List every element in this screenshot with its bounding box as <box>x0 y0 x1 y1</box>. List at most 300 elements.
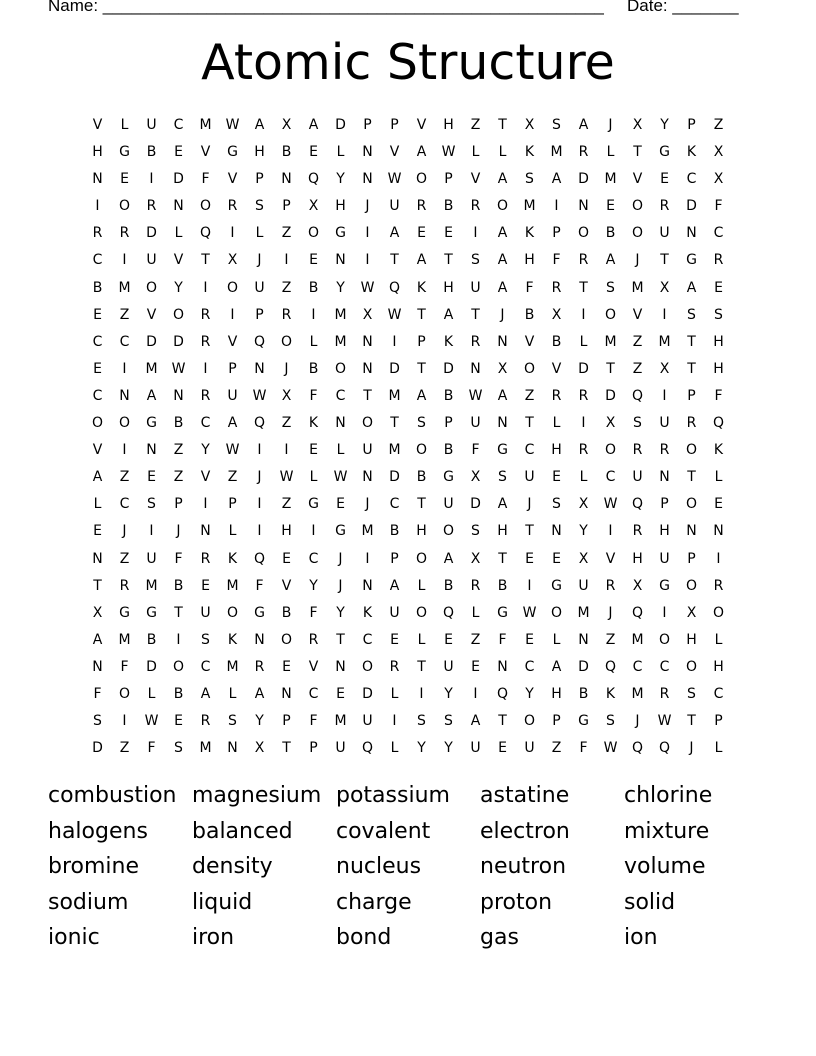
grid-letter: S <box>606 279 615 296</box>
grid-letter: J <box>689 740 694 757</box>
grid-letter: N <box>92 550 103 567</box>
grid-letter: C <box>524 442 535 459</box>
grid-letter: X <box>308 198 319 215</box>
grid-letter: R <box>146 198 157 215</box>
grid-letter: I <box>95 198 100 215</box>
grid-letter: V <box>524 333 535 350</box>
grid-letter: E <box>606 198 615 215</box>
grid-letter: A <box>497 171 508 188</box>
grid-letter: L <box>579 333 588 350</box>
grid-letter: T <box>498 550 507 567</box>
grid-letter: N <box>173 198 184 215</box>
grid-letter: C <box>92 252 103 269</box>
grid-letter: I <box>257 523 262 540</box>
grid-letter: E <box>201 577 210 594</box>
grid-letter: R <box>578 144 589 161</box>
grid-letter: T <box>525 415 534 432</box>
grid-letter: O <box>226 279 239 296</box>
grid-letter: X <box>578 496 589 513</box>
grid-letter: P <box>309 740 318 757</box>
grid-letter: G <box>335 225 346 242</box>
grid-letter: P <box>282 713 291 730</box>
grid-letter: A <box>497 252 508 269</box>
grid-letter: F <box>714 198 723 215</box>
grid-letter: T <box>606 360 615 377</box>
grid-letter: Q <box>631 740 644 757</box>
grid-letter: K <box>308 415 319 432</box>
grid-letter: K <box>362 604 373 621</box>
grid-letter: V <box>281 577 292 594</box>
grid-letter: E <box>309 144 318 161</box>
grid-letter: Y <box>444 685 453 702</box>
grid-letter: N <box>281 685 292 702</box>
grid-letter: A <box>254 685 265 702</box>
grid-letter: I <box>581 415 586 432</box>
grid-letter: K <box>227 550 238 567</box>
grid-letter: O <box>523 713 536 730</box>
grid-letter: U <box>389 198 400 215</box>
grid-letter: Y <box>336 604 345 621</box>
grid-letter: V <box>146 306 157 323</box>
grid-letter: A <box>497 279 508 296</box>
grid-letter: T <box>498 713 507 730</box>
grid-letter: M <box>226 658 239 675</box>
grid-letter: B <box>389 523 400 540</box>
grid-letter: G <box>659 577 670 594</box>
grid-letter: P <box>174 496 183 513</box>
grid-letter: W <box>279 469 294 486</box>
grid-letter: I <box>257 442 262 459</box>
grid-letter: P <box>444 415 453 432</box>
grid-letter: H <box>281 523 292 540</box>
grid-letter: H <box>686 631 697 648</box>
grid-letter: O <box>577 225 590 242</box>
grid-letter: S <box>633 415 642 432</box>
grid-letter: F <box>579 740 588 757</box>
grid-letter: P <box>228 496 237 513</box>
grid-letter: T <box>687 360 696 377</box>
grid-letter: C <box>605 469 616 486</box>
grid-row <box>84 627 732 654</box>
grid-letter: R <box>470 198 481 215</box>
grid-letter: H <box>551 442 562 459</box>
grid-letter: I <box>554 198 559 215</box>
grid-letter: S <box>201 631 210 648</box>
grid-letter: Q <box>388 279 401 296</box>
word-list-item: liquid <box>192 889 253 915</box>
grid-letter: G <box>227 144 238 161</box>
grid-letter: B <box>443 442 454 459</box>
grid-letter: C <box>659 658 670 675</box>
word-list-item: bond <box>336 925 392 950</box>
grid-letter: I <box>311 306 316 323</box>
grid-letter: V <box>227 333 238 350</box>
word-list-item: nucleus <box>336 854 422 879</box>
grid-letter: S <box>174 740 183 757</box>
word-list-item: combustion <box>48 783 177 808</box>
grid-letter: L <box>471 144 480 161</box>
grid-letter: S <box>417 713 426 730</box>
grid-letter: M <box>145 360 158 377</box>
grid-letter: J <box>257 252 262 269</box>
grid-letter: J <box>365 198 370 215</box>
grid-row <box>84 247 732 274</box>
grid-letter: J <box>500 306 505 323</box>
grid-letter: W <box>225 117 240 133</box>
grid-letter: A <box>389 225 400 242</box>
grid-letter: O <box>523 360 536 377</box>
grid-letter: H <box>443 117 454 133</box>
grid-letter: Z <box>470 117 481 133</box>
grid-letter: P <box>255 306 264 323</box>
grid-letter: L <box>714 631 723 648</box>
grid-letter: U <box>524 469 535 486</box>
grid-letter: K <box>416 279 427 296</box>
grid-letter: E <box>174 144 183 161</box>
grid-letter: V <box>200 144 211 161</box>
grid-letter: R <box>551 387 562 404</box>
grid-letter: Y <box>336 279 345 296</box>
grid-letter: P <box>363 117 372 133</box>
grid-letter: R <box>551 279 562 296</box>
grid-letter: Q <box>712 415 725 432</box>
grid-letter: B <box>443 387 454 404</box>
word-list-item: density <box>192 854 273 879</box>
grid-letter: O <box>172 658 185 675</box>
grid-letter: L <box>228 685 237 702</box>
grid-letter: Z <box>173 442 184 459</box>
grid-letter: I <box>662 306 667 323</box>
grid-letter: B <box>605 225 616 242</box>
grid-letter: L <box>309 333 318 350</box>
grid-letter: E <box>660 171 669 188</box>
grid-letter: Q <box>199 225 212 242</box>
word-list-item: bromine <box>48 854 140 879</box>
grid-letter: M <box>388 387 401 404</box>
grid-letter: N <box>497 333 508 350</box>
grid-letter: D <box>578 360 589 377</box>
grid-row <box>84 139 732 166</box>
grid-row <box>84 220 732 247</box>
grid-letter: W <box>657 713 672 730</box>
grid-letter: S <box>93 713 102 730</box>
grid-letter: O <box>631 198 644 215</box>
grid-letter: T <box>390 415 399 432</box>
grid-letter: S <box>606 713 615 730</box>
grid-letter: B <box>551 333 562 350</box>
grid-letter: I <box>365 225 370 242</box>
grid-letter: K <box>524 144 535 161</box>
grid-letter: R <box>200 550 211 567</box>
grid-letter: T <box>417 658 426 675</box>
grid-letter: A <box>578 117 589 133</box>
grid-letter: E <box>282 658 291 675</box>
grid-letter: J <box>338 577 343 594</box>
grid-letter: S <box>687 306 696 323</box>
grid-letter: O <box>280 333 293 350</box>
grid-letter: E <box>525 550 534 567</box>
date-field-label[interactable]: Date: _______ <box>627 0 739 15</box>
grid-letter: M <box>334 333 347 350</box>
grid-letter: U <box>659 550 670 567</box>
grid-letter: G <box>443 469 454 486</box>
grid-letter: U <box>227 387 238 404</box>
grid-letter: L <box>336 144 345 161</box>
grid-letter: M <box>658 333 671 350</box>
grid-letter: O <box>226 604 239 621</box>
grid-letter: O <box>685 442 698 459</box>
grid-letter: Z <box>524 387 535 404</box>
grid-letter: X <box>713 171 724 188</box>
grid-letter: T <box>687 713 696 730</box>
grid-letter: E <box>444 631 453 648</box>
grid-letter: O <box>118 415 131 432</box>
grid-letter: Z <box>605 631 616 648</box>
grid-letter: M <box>199 740 212 757</box>
grid-letter: B <box>173 577 184 594</box>
grid-letter: P <box>660 496 669 513</box>
grid-letter: O <box>199 198 212 215</box>
grid-letter: T <box>444 252 453 269</box>
grid-letter: C <box>92 333 103 350</box>
grid-letter: M <box>631 631 644 648</box>
grid-letter: L <box>336 442 345 459</box>
grid-letter: I <box>473 225 478 242</box>
grid-letter: B <box>173 685 184 702</box>
grid-letter: S <box>714 306 723 323</box>
grid-letter: J <box>338 550 343 567</box>
grid-letter: R <box>713 252 724 269</box>
grid-letter: X <box>605 415 616 432</box>
grid-letter: Z <box>281 225 292 242</box>
grid-letter: L <box>498 144 507 161</box>
grid-letter: C <box>524 658 535 675</box>
grid-letter: Y <box>309 577 318 594</box>
grid-letter: R <box>281 306 292 323</box>
word-list-item: neutron <box>480 854 567 879</box>
grid-letter: H <box>254 144 265 161</box>
grid-letter: D <box>578 171 589 188</box>
grid-letter: B <box>443 198 454 215</box>
grid-letter: O <box>415 550 428 567</box>
grid-letter: V <box>632 306 643 323</box>
grid-letter: X <box>524 117 535 133</box>
grid-letter: V <box>200 469 211 486</box>
grid-letter: O <box>334 360 347 377</box>
grid-letter: U <box>254 279 265 296</box>
grid-letter: Z <box>173 469 184 486</box>
grid-letter: L <box>120 117 129 133</box>
grid-letter: O <box>712 604 725 621</box>
grid-letter: Z <box>227 469 238 486</box>
grid-letter: P <box>687 117 696 133</box>
grid-letter: K <box>227 631 238 648</box>
grid-letter: A <box>416 387 427 404</box>
grid-letter: X <box>713 144 724 161</box>
grid-letter: R <box>200 387 211 404</box>
grid-letter: N <box>362 469 373 486</box>
grid-letter: O <box>442 523 455 540</box>
grid-letter: G <box>308 496 319 513</box>
grid-row <box>84 464 732 491</box>
grid-letter: O <box>172 306 185 323</box>
grid-letter: T <box>417 360 426 377</box>
grid-letter: F <box>309 604 318 621</box>
grid-letter: T <box>417 496 426 513</box>
grid-letter: N <box>362 171 373 188</box>
grid-letter: G <box>254 604 265 621</box>
grid-letter: A <box>497 496 508 513</box>
grid-letter: T <box>579 279 588 296</box>
grid-letter: E <box>336 685 345 702</box>
grid-letter: I <box>662 604 667 621</box>
grid-letter: T <box>633 144 642 161</box>
grid-letter: U <box>659 225 670 242</box>
grid-letter: P <box>255 171 264 188</box>
grid-letter: G <box>686 252 697 269</box>
grid-letter: V <box>389 144 400 161</box>
grid-letter: I <box>527 577 532 594</box>
grid-row <box>84 275 732 302</box>
grid-letter: P <box>390 117 399 133</box>
page-title: Atomic Structure <box>201 34 615 91</box>
grid-letter: S <box>471 523 480 540</box>
grid-letter: W <box>360 279 375 296</box>
grid-letter: T <box>201 252 210 269</box>
grid-letter: E <box>714 279 723 296</box>
grid-letter: H <box>713 333 724 350</box>
name-field-label[interactable]: Name: _____________________________________________________ <box>48 0 604 15</box>
grid-letter: Q <box>631 496 644 513</box>
grid-letter: S <box>471 252 480 269</box>
grid-letter: O <box>631 225 644 242</box>
grid-row <box>84 193 732 220</box>
grid-letter: O <box>118 198 131 215</box>
grid-letter: A <box>551 658 562 675</box>
grid-letter: S <box>444 713 453 730</box>
grid-letter: N <box>362 144 373 161</box>
grid-letter: T <box>417 306 426 323</box>
grid-letter: A <box>551 171 562 188</box>
grid-row <box>84 735 732 762</box>
grid-letter: C <box>713 225 724 242</box>
grid-letter: E <box>93 306 102 323</box>
grid-letter: N <box>470 360 481 377</box>
grid-letter: E <box>147 469 156 486</box>
header <box>0 0 816 18</box>
grid-letter: B <box>146 144 157 161</box>
grid-letter: C <box>119 496 130 513</box>
grid-letter: A <box>200 685 211 702</box>
grid-row <box>84 708 732 735</box>
grid-letter: R <box>578 387 589 404</box>
grid-letter: E <box>336 496 345 513</box>
grid-letter: P <box>552 713 561 730</box>
grid-letter: G <box>146 415 157 432</box>
grid-letter: I <box>122 252 127 269</box>
word-list-item: electron <box>480 818 570 844</box>
grid-letter: Y <box>525 685 534 702</box>
grid-letter: V <box>605 550 616 567</box>
grid-letter: K <box>443 333 454 350</box>
grid-letter: W <box>603 496 618 513</box>
grid-letter: M <box>145 577 158 594</box>
grid-letter: O <box>604 306 617 323</box>
grid-letter: E <box>93 523 102 540</box>
grid-letter: U <box>524 740 535 757</box>
grid-letter: M <box>118 279 131 296</box>
grid-letter: D <box>443 360 454 377</box>
grid-letter: C <box>308 685 319 702</box>
grid-row <box>84 329 732 356</box>
grid-letter: T <box>282 740 291 757</box>
grid-letter: E <box>552 469 561 486</box>
grid-letter: M <box>577 604 590 621</box>
grid-letter: F <box>309 387 318 404</box>
grid-letter: F <box>201 171 210 188</box>
grid-letter: I <box>176 631 181 648</box>
grid-letter: J <box>365 496 370 513</box>
grid-letter: R <box>659 685 670 702</box>
grid-letter: X <box>659 279 670 296</box>
grid-letter: J <box>527 496 532 513</box>
grid-letter: K <box>605 685 616 702</box>
grid-letter: N <box>281 171 292 188</box>
grid-letter: Z <box>632 333 643 350</box>
grid-letter: Y <box>255 713 264 730</box>
grid-letter: X <box>470 469 481 486</box>
grid-letter: O <box>550 604 563 621</box>
grid-letter: U <box>389 604 400 621</box>
word-list-item: covalent <box>336 818 431 844</box>
grid-letter: N <box>659 469 670 486</box>
grid-letter: A <box>227 415 238 432</box>
grid-letter: Q <box>253 333 266 350</box>
grid-letter: O <box>145 279 158 296</box>
grid-letter: I <box>581 306 586 323</box>
grid-row <box>84 383 732 410</box>
grid-letter: T <box>174 604 183 621</box>
grid-letter: Y <box>660 117 669 133</box>
grid-letter: R <box>470 333 481 350</box>
grid-letter: T <box>498 117 507 133</box>
grid-letter: D <box>605 387 616 404</box>
grid-letter: D <box>389 469 400 486</box>
grid-letter: H <box>416 523 427 540</box>
grid-letter: Y <box>579 523 588 540</box>
grid-letter: N <box>254 360 265 377</box>
grid-letter: T <box>471 306 480 323</box>
grid-letter: E <box>498 740 507 757</box>
grid-letter: Z <box>119 306 130 323</box>
grid-letter: D <box>362 685 373 702</box>
grid-letter: D <box>578 658 589 675</box>
grid-letter: C <box>335 387 346 404</box>
grid-letter: V <box>92 442 103 459</box>
grid-letter: A <box>497 387 508 404</box>
grid-letter: N <box>362 577 373 594</box>
grid-row <box>84 410 732 437</box>
grid-letter: D <box>92 740 103 757</box>
word-list-item: astatine <box>480 783 570 808</box>
grid-letter: P <box>444 171 453 188</box>
grid-letter: I <box>257 496 262 513</box>
grid-letter: M <box>388 442 401 459</box>
grid-letter: X <box>659 360 670 377</box>
grid-letter: H <box>632 550 643 567</box>
grid-letter: N <box>335 252 346 269</box>
grid-letter: D <box>173 171 184 188</box>
